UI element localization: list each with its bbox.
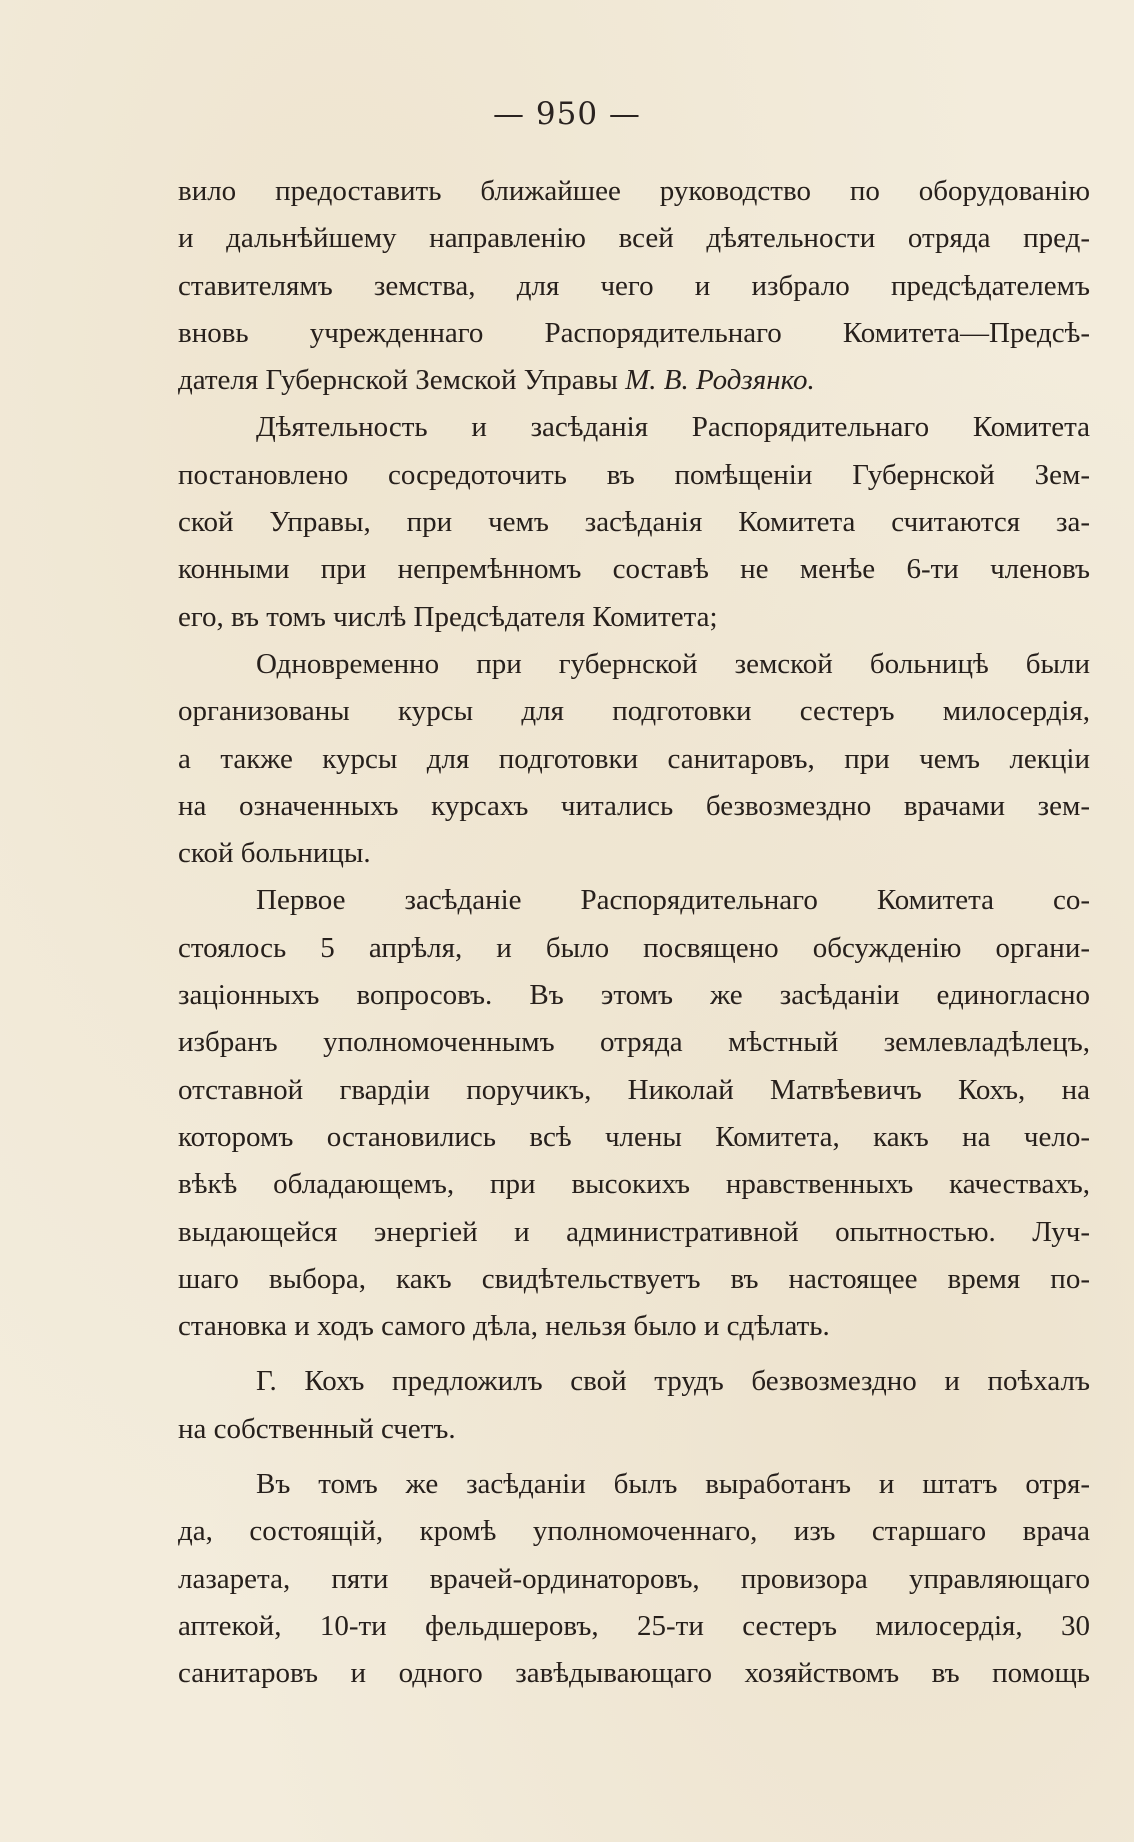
paragraph-4 — [178, 877, 1090, 1350]
text-line: и дальнѣйшему направленію всей дѣятельности отряда пред- — [178, 222, 1090, 255]
text-line: на означенныхъ курсахъ читались безвозмездно врачами зем- — [178, 789, 1090, 822]
text-line: постановлено сосредоточить въ помѣщеніи Губернской Зем- — [178, 458, 1090, 491]
text-line: стоялось 5 апрѣля, и было посвящено обсужденію органи- — [178, 931, 1090, 964]
paragraph-2 — [178, 404, 1090, 640]
text-line: да, состоящій, кромѣ уполномоченнаго, изъ старшаго врача — [178, 1515, 1090, 1548]
text-line: лазарета, пяти врачей-ординаторовъ, провизора управляющаго — [178, 1562, 1090, 1595]
text-line: которомъ остановились всѣ члены Комитета, какъ на чело- — [178, 1120, 1090, 1153]
paragraph-gap — [178, 1350, 1090, 1358]
text-line: санитаровъ и одного завѣдывающаго хозяйствомъ въ помощь — [178, 1657, 1090, 1690]
paragraph-gap — [178, 1453, 1090, 1461]
paragraph-5 — [178, 1358, 1090, 1453]
text-line: его, въ томъ числѣ Предсѣдателя Комитета; — [178, 600, 718, 633]
person-name-italic: М. В. Родзянко. — [625, 364, 815, 397]
text-line: конными при непремѣнномъ составѣ не менѣе 6-ти членовъ — [178, 553, 1090, 586]
text-line — [178, 357, 1090, 404]
text-line: Г. Кохъ предложилъ свой трудъ безвозмездно и поѣхалъ — [256, 1365, 1090, 1398]
text-line: а также курсы для подготовки санитаровъ, при чемъ лекціи — [178, 742, 1090, 775]
text-line: вѣкѣ обладающемъ, при высокихъ нравственныхъ качествахъ, — [178, 1168, 1090, 1201]
text-line: заціонныхъ вопросовъ. Въ этомъ же засѣданіи единогласно — [178, 979, 1090, 1012]
text-line: становка и ходъ самого дѣла, нельзя было и сдѣлать. — [178, 1310, 830, 1343]
text-line: на собственный счетъ. — [178, 1412, 456, 1445]
text-line: ской больницы. — [178, 837, 371, 870]
text-line: ставителямъ земства, для чего и избрало предсѣдателемъ — [178, 269, 1090, 302]
text-line: избранъ уполномоченнымъ отряда мѣстный землевладѣлецъ, — [178, 1026, 1090, 1059]
text-line: Въ томъ же засѣданіи былъ выработанъ и штатъ отря- — [256, 1468, 1090, 1501]
text-line: Дѣятельность и засѣданія Распорядительнаго Комитета — [256, 411, 1090, 444]
text-line: шаго выбора, какъ свидѣтельствуетъ въ настоящее время по- — [178, 1262, 1090, 1295]
text-line: ской Управы, при чемъ засѣданія Комитета считаются за- — [178, 506, 1090, 539]
text-line: Первое засѣданіе Распорядительнаго Комитета со- — [256, 884, 1090, 917]
text-fragment: дателя Губернской Земской Управы — [178, 364, 626, 397]
text-line: выдающейся энергіей и административной опытностью. Луч- — [178, 1215, 1090, 1248]
text-line: вновь учрежденнаго Распорядительнаго Комитета—Предсѣ- — [178, 316, 1090, 349]
text-line: аптекой, 10-ти фельдшеровъ, 25-ти сестеръ милосердія, 30 — [178, 1609, 1090, 1642]
text-line: Одновременно при губернской земской больницѣ были — [256, 647, 1090, 680]
paragraph-6 — [178, 1461, 1090, 1697]
page-number: — 950 — — [493, 96, 641, 132]
paragraph-1 — [178, 168, 1090, 404]
text-line: вило предоставить ближайшее руководство по оборудованію — [178, 175, 1090, 207]
text-line: организованы курсы для подготовки сестеръ милосердія, — [178, 695, 1090, 728]
paragraph-3 — [178, 641, 1090, 877]
page-text — [178, 168, 1090, 1698]
text-line: отставной гвардіи поручикъ, Николай Матвѣевичъ Кохъ, на — [178, 1073, 1090, 1106]
